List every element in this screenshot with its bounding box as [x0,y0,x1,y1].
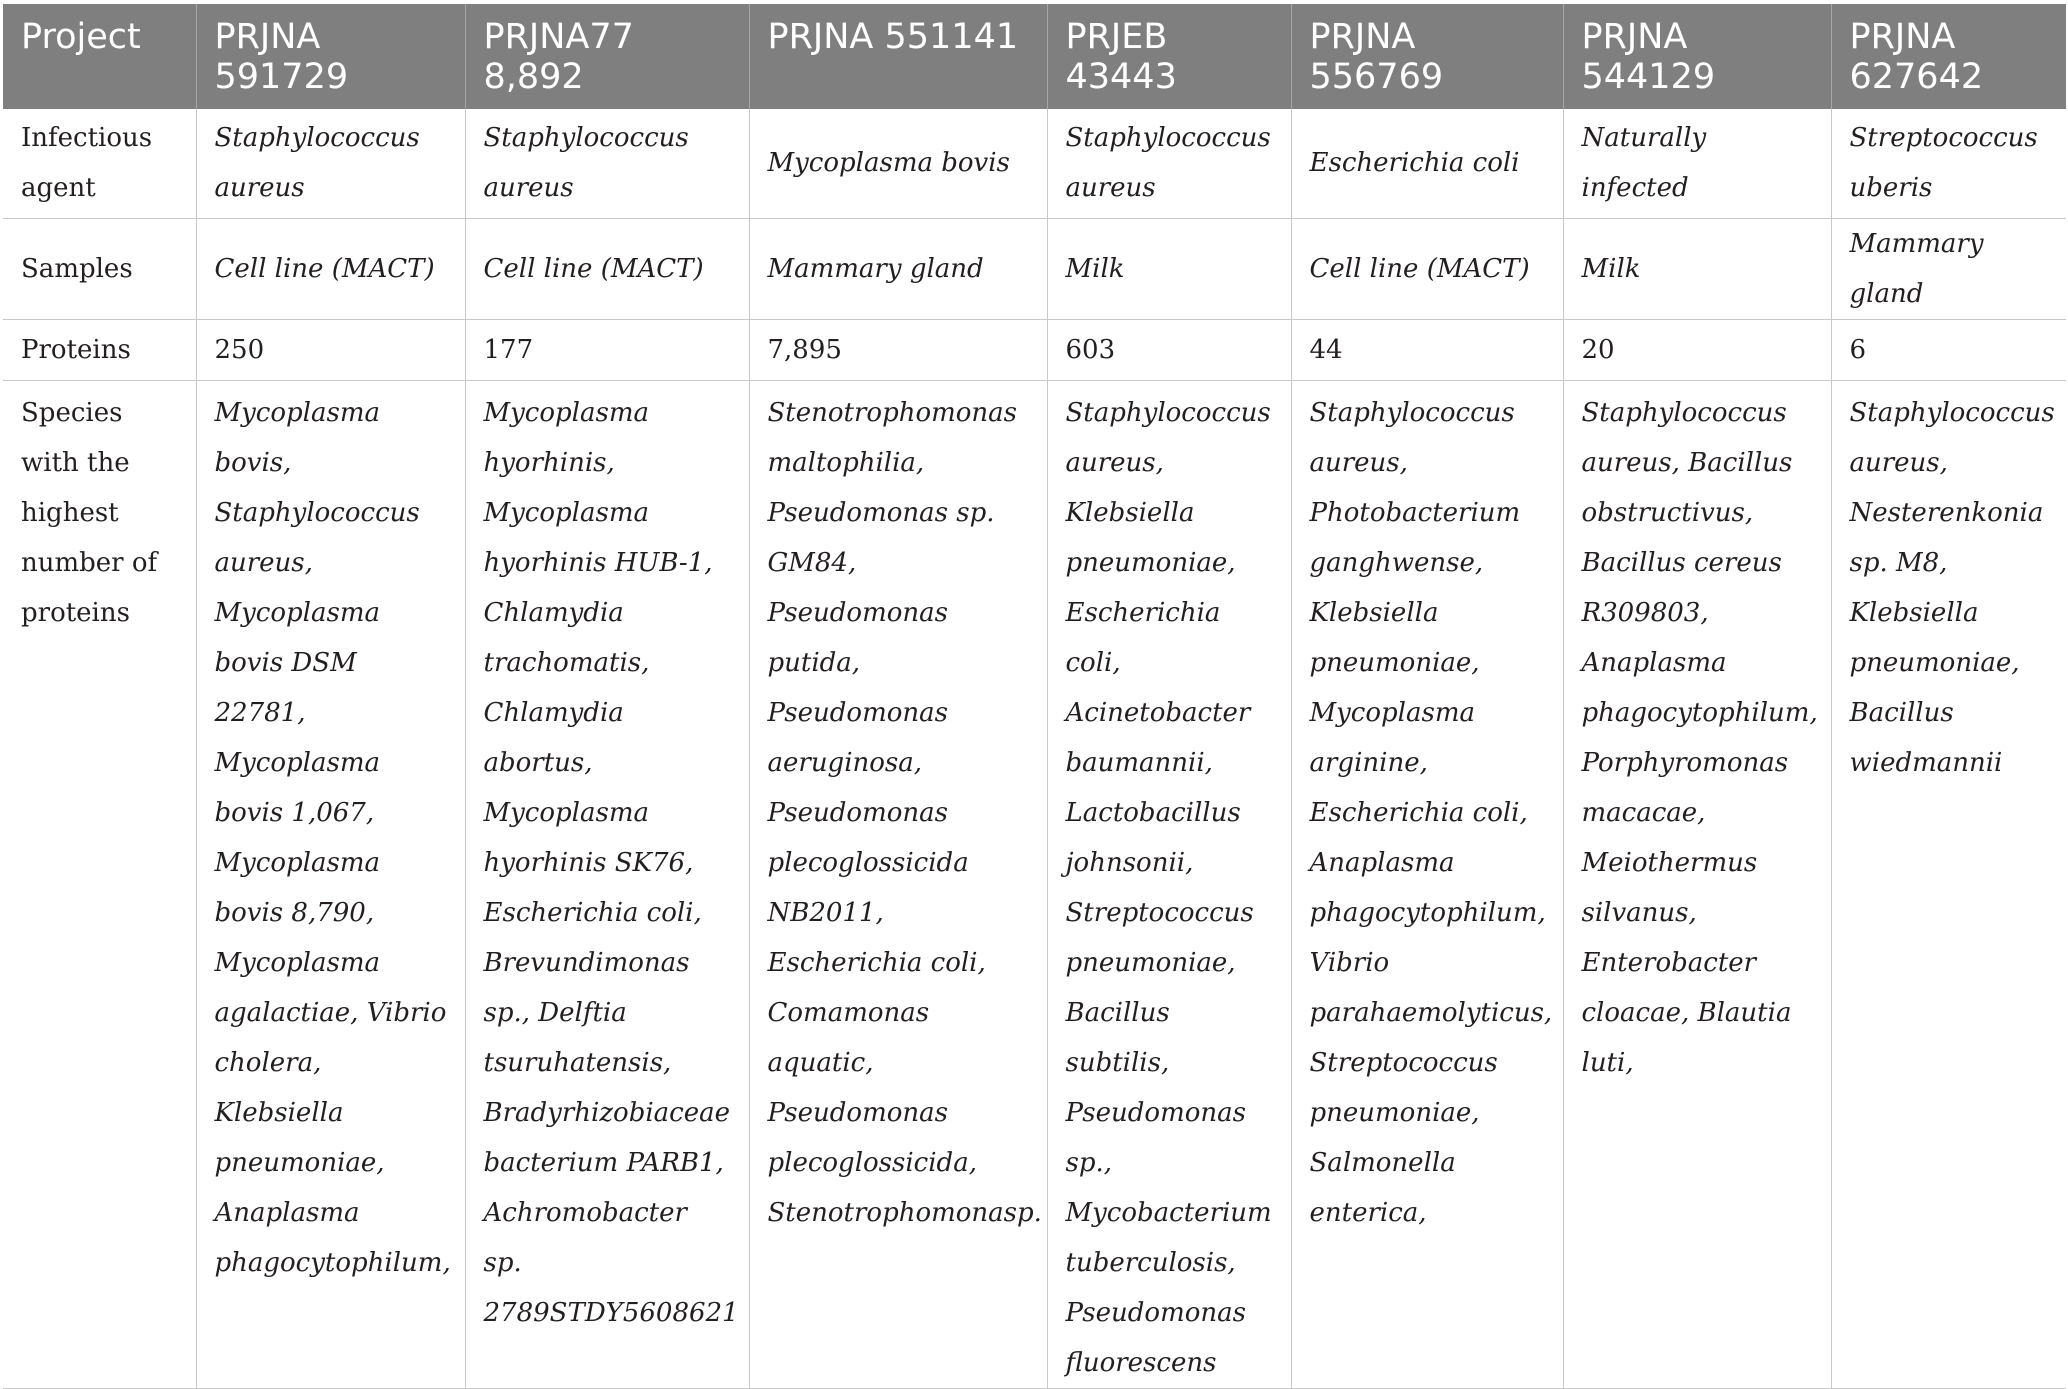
table-cell: Escherichia coli [1291,109,1563,218]
table-row-proteins [3,319,2066,380]
table-cell: 177 [465,319,749,380]
header-cell-project: PRJNA 591729 [196,4,465,109]
row-label: Samples [3,218,196,319]
table-cell: 44 [1291,319,1563,380]
table-cell: Cell line (MACT) [465,218,749,319]
header-cell-project: PRJNA 551141 [749,4,1047,109]
table-cell: 603 [1047,319,1291,380]
header-cell-project: PRJEB 43443 [1047,4,1291,109]
header-row [3,4,2066,109]
table-cell: Naturally infected [1563,109,1831,218]
table-cell: 20 [1563,319,1831,380]
table-cell: 7,895 [749,319,1047,380]
header-cell-project-label: Project [3,4,196,109]
table-cell: Staphylococcus aureus [465,109,749,218]
header-cell-project: PRJNA 544129 [1563,4,1831,109]
table-cell: 250 [196,319,465,380]
table-cell: Stenotrophomonas maltophilia, Pseudomonas sp. GM84, Pseudomonas putida, Pseudomonas aeruginosa, Pseudomonas plecoglossicida NB2011, Escherichia coli, Comamonas aquatic, Pseudomonas plecoglossicida, Stenotrophomonasp. [749,380,1047,1388]
row-label: Species with the highest number of proteins [3,380,196,1388]
table-cell: Staphylococcus aureus, Photobacterium ganghwense, Klebsiella pneumoniae, Mycoplasma arginine, Escherichia coli, Anaplasma phagocytophilum, Vibrio parahaemolyticus, Streptococcus pneumoniae, Salmonella enterica, [1291,380,1563,1388]
table-cell: 6 [1831,319,2066,380]
table-cell: Mycoplasma bovis [749,109,1047,218]
table-cell: Staphylococcus aureus [1047,109,1291,218]
row-label: Infectious agent [3,109,196,218]
table-cell: Staphylococcus aureus, Nesterenkonia sp. M8, Klebsiella pneumoniae, Bacillus wiedmannii [1831,380,2066,1388]
header-cell-project: PRJNA 556769 [1291,4,1563,109]
header-cell-project: PRJNA 627642 [1831,4,2066,109]
table-cell: Milk [1047,218,1291,319]
table-cell: Mammary gland [749,218,1047,319]
table-cell: Cell line (MACT) [196,218,465,319]
table-row-infectious-agent [3,109,2066,218]
data-table [3,4,2066,1389]
table-cell: Staphylococcus aureus [196,109,465,218]
header-cell-project: PRJNA77 8,892 [465,4,749,109]
table-cell: Cell line (MACT) [1291,218,1563,319]
table-cell: Milk [1563,218,1831,319]
table-cell: Mycoplasma bovis, Staphylococcus aureus, Mycoplasma bovis DSM 22781, Mycoplasma bovis 1,067, Mycoplasma bovis 8,790, Mycoplasma agalactiae, Vibrio cholera, Klebsiella pneumoniae, Anaplasma phagocytophilum, [196,380,465,1388]
table-cell: Mammary gland [1831,218,2066,319]
table-row-species [3,380,2066,1388]
table-row-samples [3,218,2066,319]
table-cell: Staphylococcus aureus, Klebsiella pneumoniae, Escherichia coli, Acinetobacter baumannii, Lactobacillus johnsonii, Streptococcus pneumoniae, Bacillus subtilis, Pseudomonas sp., Mycobacterium tuberculosis, Pseudomonas fluorescens [1047,380,1291,1388]
table-cell: Streptococcus uberis [1831,109,2066,218]
table-cell: Mycoplasma hyorhinis, Mycoplasma hyorhinis HUB-1, Chlamydia trachomatis, Chlamydia abortus, Mycoplasma hyorhinis SK76, Escherichia coli, Brevundimonas sp., Delftia tsuruhatensis, Bradyrhizobiaceae bacterium PARB1, Achromobacter sp. 2789STDY5608621 [465,380,749,1388]
row-label: Proteins [3,319,196,380]
table-cell: Staphylococcus aureus, Bacillus obstructivus, Bacillus cereus R309803, Anaplasma phagocytophilum, Porphyromonas macacae, Meiothermus silvanus, Enterobacter cloacae, Blautia luti, [1563,380,1831,1388]
